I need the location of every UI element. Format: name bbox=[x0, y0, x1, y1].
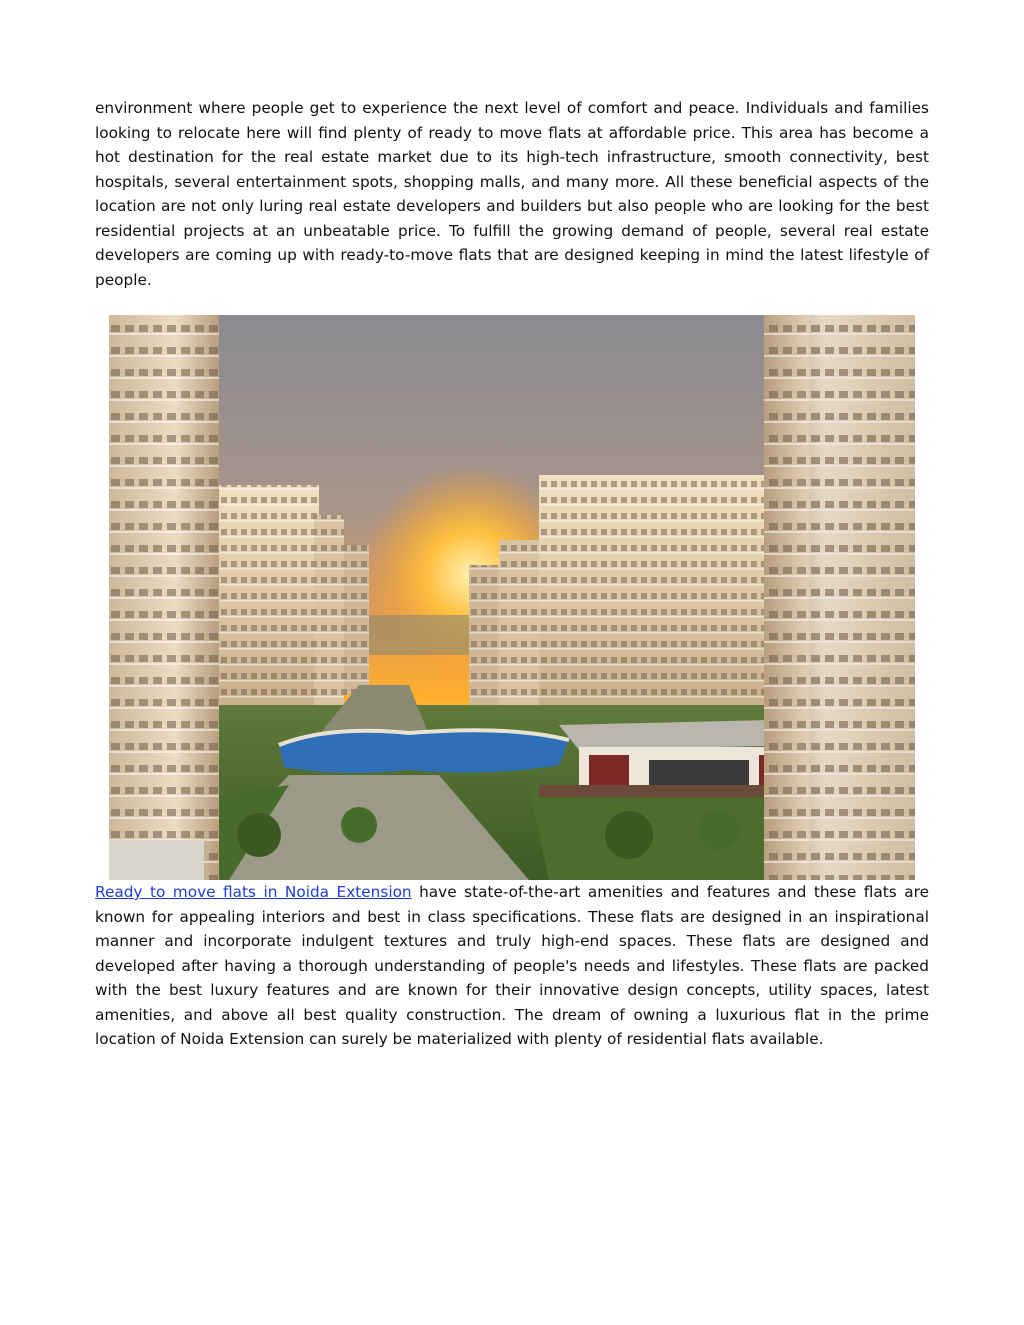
paragraph-intro: environment where people get to experience the next level of comfort and peace. Individuals and families looking to relocate here will find plenty of ready to move flats at affordable price. This area has become a hot destination for the real estate market due to its high-tech infrastructure, smooth connectivity, best hospitals, several entertainment spots, shopping malls, and many more. All these beneficial aspects of the location are not only luring real estate developers and builders but also people who are looking for the best residential projects at an unbeatable price. To fulfill the growing demand of people, several real estate developers are coming up with ready-to-move flats that are designed keeping in mind the latest lifestyle of people. bbox=[95, 99, 929, 289]
paragraph-flats-text: have state-of-the-art amenities and features and these flats are known for appealing interiors and best in class specifications. These flats are designed in an inspirational manner and incorporate indulgent textures and truly high-end spaces. These flats are designed and developed after having a thorough understanding of people's needs and lifestyles. These flats are packed with the best luxury features and are known for their innovative design concepts, utility spaces, latest amenities, and above all best quality construction. The dream of owning a luxurious flat in the prime location of Noida Extension can surely be materialized with plenty of residential flats available. bbox=[95, 883, 929, 1048]
paragraph-flats bbox=[95, 880, 929, 1052]
apartment-complex-photo bbox=[109, 315, 915, 880]
noida-extension-link[interactable]: Ready to move flats in Noida Extension bbox=[95, 883, 412, 901]
